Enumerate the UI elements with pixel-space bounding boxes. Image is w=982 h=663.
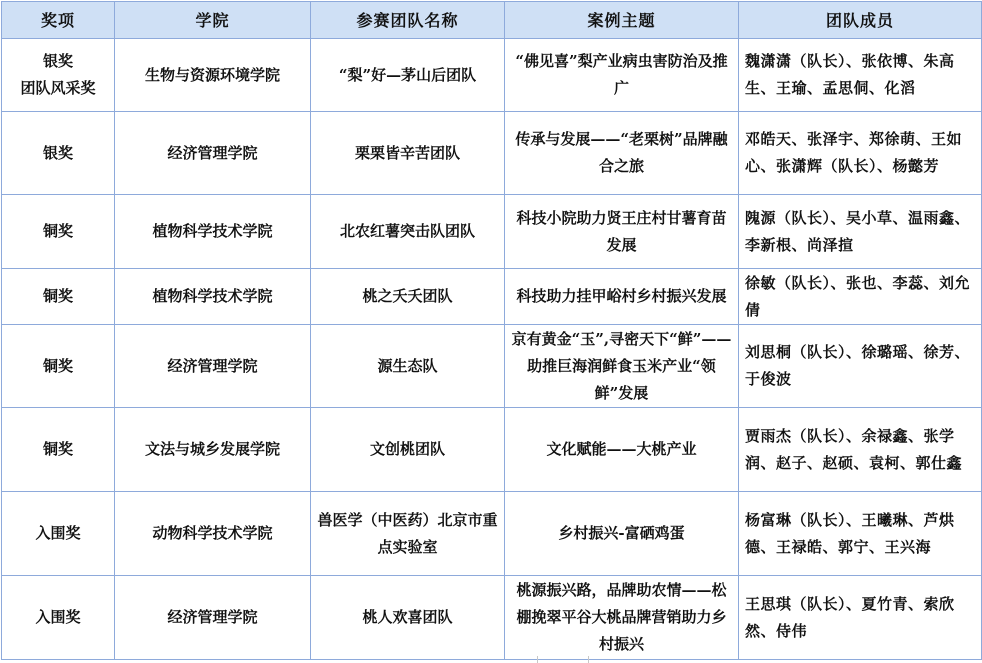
awards-table: [1, 1, 982, 660]
table-row: [2, 576, 982, 660]
team-cell: 文创桃团队: [311, 408, 505, 492]
table-row: [2, 195, 982, 269]
table-row: [2, 112, 982, 195]
college-cell: 植物科学技术学院: [115, 269, 311, 325]
table-row: [2, 492, 982, 576]
topic-cell: 科技助力挂甲峪村乡村振兴发展: [505, 269, 739, 325]
college-cell: 经济管理学院: [115, 325, 311, 408]
team-cell: 桃人欢喜团队: [311, 576, 505, 660]
award-cell: 银奖 团队风采奖: [2, 39, 115, 112]
team-cell: 兽医学（中医药）北京市重点实验室: [311, 492, 505, 576]
team-cell: 栗栗皆辛苦团队: [311, 112, 505, 195]
members-cell: 王思琪（队长）、夏竹青、索欣然、侍伟: [739, 576, 982, 660]
college-cell: 动物科学技术学院: [115, 492, 311, 576]
header-row: [2, 2, 982, 39]
topic-cell: 科技小院助力贤王庄村甘薯育苗发展: [505, 195, 739, 269]
members-cell: 隗源（队长）、吴小草、温雨鑫、李新根、尚泽揎: [739, 195, 982, 269]
table-row: [2, 408, 982, 492]
topic-cell: 京有黄金“玉”,寻密天下“鲜”——助推巨海润鲜食玉米产业“领鲜”发展: [505, 325, 739, 408]
members-cell: 杨富琳（队长）、王曦琳、芦烘德、王禄皓、郭宁、王兴海: [739, 492, 982, 576]
page-edge-mark: [537, 656, 589, 663]
members-cell: 贾雨杰（队长）、余禄鑫、张学润、赵子、赵硕、袁柯、郭仕鑫: [739, 408, 982, 492]
award-cell: 铜奖: [2, 325, 115, 408]
header-members: 团队成员: [739, 2, 982, 39]
topic-cell: “佛见喜”梨产业病虫害防治及推广: [505, 39, 739, 112]
topic-cell: 桃源振兴路，品牌助农情——松棚挽翠平谷大桃品牌营销助力乡村振兴: [505, 576, 739, 660]
header-topic: 案例主题: [505, 2, 739, 39]
members-cell: 魏潇潇（队长）、张依博、朱高生、王瑜、孟思侗、化滔: [739, 39, 982, 112]
college-cell: 经济管理学院: [115, 576, 311, 660]
award-cell: 入围奖: [2, 576, 115, 660]
award-cell: 入围奖: [2, 492, 115, 576]
award-cell: 铜奖: [2, 269, 115, 325]
team-cell: 源生态队: [311, 325, 505, 408]
table-row: [2, 269, 982, 325]
topic-cell: 乡村振兴-富硒鸡蛋: [505, 492, 739, 576]
college-cell: 植物科学技术学院: [115, 195, 311, 269]
team-cell: 桃之夭夭团队: [311, 269, 505, 325]
team-cell: “梨”好—茅山后团队: [311, 39, 505, 112]
table-row: [2, 39, 982, 112]
award-cell: 银奖: [2, 112, 115, 195]
header-award: 奖项: [2, 2, 115, 39]
topic-cell: 文化赋能——大桃产业: [505, 408, 739, 492]
award-cell: 铜奖: [2, 408, 115, 492]
header-team: 参赛团队名称: [311, 2, 505, 39]
college-cell: 生物与资源环境学院: [115, 39, 311, 112]
table-row: [2, 325, 982, 408]
members-cell: 刘思桐（队长）、徐璐瑶、徐芳、于俊波: [739, 325, 982, 408]
college-cell: 文法与城乡发展学院: [115, 408, 311, 492]
award-cell: 铜奖: [2, 195, 115, 269]
header-college: 学院: [115, 2, 311, 39]
topic-cell: 传承与发展——“老栗树”品牌融合之旅: [505, 112, 739, 195]
members-cell: 邓皓天、张泽宇、郑徐萌、王如心、张潇辉（队长）、杨懿芳: [739, 112, 982, 195]
members-cell: 徐敏（队长）、张也、李蕊、刘允倩: [739, 269, 982, 325]
college-cell: 经济管理学院: [115, 112, 311, 195]
team-cell: 北农红薯突击队团队: [311, 195, 505, 269]
